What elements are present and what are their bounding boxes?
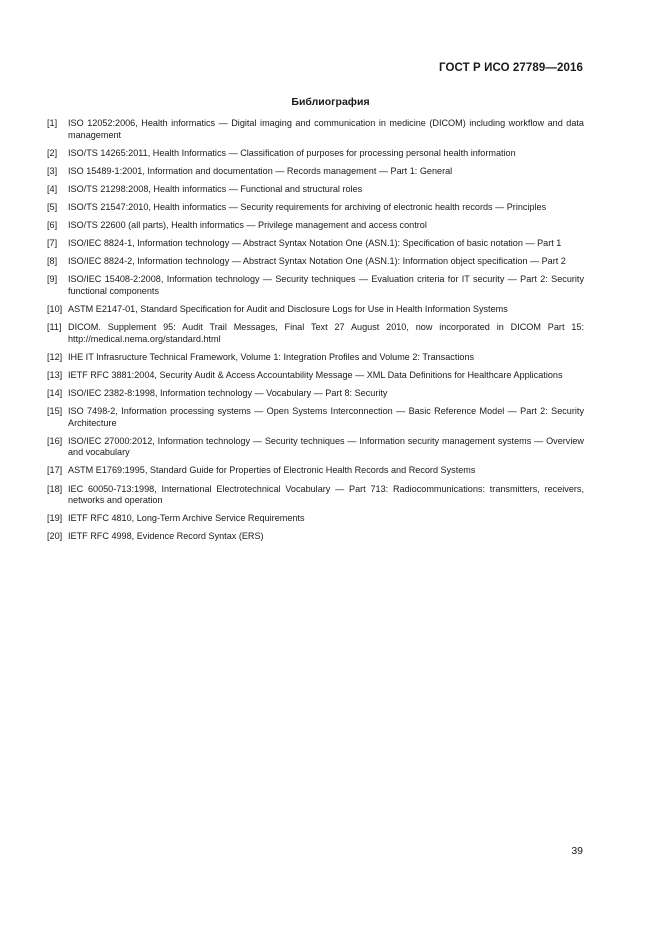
entry-number: [13] [47, 369, 63, 380]
bibliography-entry [47, 531, 584, 543]
entry-text: ISO 15489-1:2001, Information and documentation — Records management — Part 1: General [68, 165, 453, 176]
entry-text: DICOM. Supplement 95: Audit Trail Messages, Final Text 27 August 2010, now incorporated in DICOM Part 15: http://medical.nema.org/standard.html [68, 322, 584, 344]
entry-text: ASTM E2147-01, Standard Specification for Audit and Disclosure Logs for Use in Health Information Systems [68, 304, 508, 315]
entry-text: IEC 60050-713:1998, International Electrotechnical Vocabulary — Part 713: Radiocommunications: transmitters, receivers, networks and operation [68, 483, 584, 506]
page-number: 39 [571, 845, 583, 857]
entry-number: [15] [47, 406, 63, 417]
entry-number: [2] [47, 147, 58, 158]
bibliography-entry [47, 274, 584, 297]
entry-number: [16] [47, 435, 63, 446]
entry-text: IETF RFC 4998, Evidence Record Syntax (ERS) [68, 531, 264, 542]
entry-text: ISO/TS 21298:2008, Health informatics — Functional and structural roles [68, 183, 363, 194]
entry-text: ISO/IEC 8824-1, Information technology — Abstract Syntax Notation One (ASN.1): Specification of basic notation — Part 1 [68, 238, 562, 249]
bibliography-entry [47, 484, 584, 507]
entry-number: [12] [47, 351, 63, 362]
entry-number: [14] [47, 388, 63, 398]
bibliography-entry [47, 220, 584, 232]
entry-number: [6] [47, 220, 58, 231]
entry-text: ISO/TS 21547:2010, Health informatics — Security requirements for archiving of electronic health records — Principles [68, 201, 547, 212]
bibliography-entry [47, 370, 584, 382]
standard-designation: ГОСТ Р ИСО 27789—2016 [438, 62, 583, 74]
entry-number: [8] [47, 256, 58, 267]
page-title: Библиография [291, 96, 370, 108]
entry-text: ISO/IEC 15408-2:2008, Information technology — Security techniques — Evaluation criteria for IT security — Part 2: Security functional components [68, 274, 584, 296]
entry-number: [5] [47, 201, 58, 212]
bibliography-entry [47, 166, 584, 178]
entry-number: [4] [47, 183, 58, 194]
entry-text: ISO/IEC 8824-2, Information technology — Abstract Syntax Notation One (ASN.1): Information object specification — Part 2 [68, 256, 566, 267]
entry-number: [17] [47, 465, 63, 476]
bibliography-entry [47, 148, 584, 160]
bibliography-entry [47, 352, 584, 364]
bibliography-list [47, 118, 584, 549]
bibliography-entry [47, 436, 584, 459]
bibliography-entry [47, 465, 584, 477]
entry-text: IETF RFC 4810, Long-Term Archive Service Requirements [68, 513, 305, 524]
bibliography-entry [47, 406, 584, 429]
entry-text: ISO/IEC 2382-8:1998, Information technology — Vocabulary — Part 8: Security [68, 388, 388, 398]
entry-number: [20] [47, 531, 63, 542]
entry-number: [9] [47, 274, 58, 285]
entry-number: [10] [47, 304, 63, 315]
entry-text: IHE IT Infrasructure Technical Framework, Volume 1: Integration Profiles and Volume 2: Transactions [68, 351, 475, 362]
entry-text: ISO/TS 22600 (all parts), Health informatics — Privilege management and access control [68, 220, 427, 231]
entry-text: ISO 12052:2006, Health informatics — Digital imaging and communication in medicine (DICOM) including workflow and data management [68, 118, 584, 140]
entry-text: IETF RFC 3881:2004, Security Audit & Access Accountability Message — XML Data Definitions for Healthcare Applications [68, 369, 563, 380]
entry-text: ISO/TS 14265:2011, Health Informatics — Classification of purposes for processing personal health information [68, 147, 516, 158]
bibliography-entry [47, 388, 584, 400]
bibliography-entry [47, 118, 584, 141]
bibliography-entry [47, 304, 584, 316]
entry-number: [18] [47, 483, 63, 494]
bibliography-entry [47, 202, 584, 214]
bibliography-entry [47, 184, 584, 196]
entry-text: ASTM E1769:1995, Standard Guide for Properties of Electronic Health Records and Record Systems [68, 465, 476, 476]
bibliography-entry [47, 238, 584, 250]
entry-text: ISO 7498-2, Information processing systems — Open Systems Interconnection — Basic Reference Model — Part 2: Security Architecture [68, 406, 584, 428]
entry-number: [1] [47, 118, 58, 128]
entry-number: [3] [47, 165, 58, 176]
entry-number: [7] [47, 238, 58, 249]
bibliography-entry [47, 256, 584, 268]
entry-number: [11] [47, 322, 62, 333]
bibliography-entry [47, 513, 584, 525]
bibliography-entry [47, 322, 584, 345]
entry-number: [19] [47, 513, 63, 524]
entry-text: ISO/IEC 27000:2012, Information technology — Security techniques — Information security management systems — Overview and vocabulary [68, 435, 584, 458]
